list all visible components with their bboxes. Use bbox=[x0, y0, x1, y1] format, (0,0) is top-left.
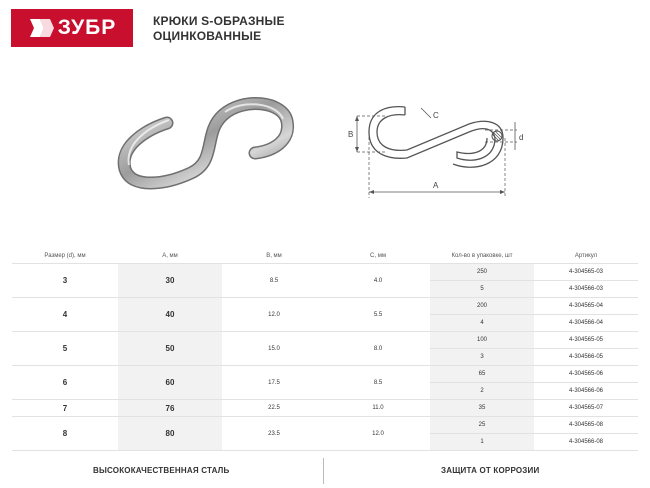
cell-a: 80 bbox=[118, 417, 222, 450]
pack-qty: 65 bbox=[478, 371, 486, 377]
feature-steel: ВЫСОКОКАЧЕСТВЕННАЯ СТАЛЬ bbox=[93, 466, 230, 475]
product-title bbox=[153, 14, 285, 44]
pack-qty: 250 bbox=[476, 269, 487, 275]
cell-c: 8.0 bbox=[373, 345, 383, 352]
pack-qty: 200 bbox=[476, 303, 487, 309]
cell-b: 22.5 bbox=[268, 405, 280, 411]
pack-qty: 2 bbox=[430, 382, 534, 399]
s-hook-photo bbox=[105, 85, 315, 210]
cell-size: 4 bbox=[62, 310, 68, 319]
cell-c: 8.5 bbox=[373, 379, 383, 386]
s-hook-technical-drawing bbox=[345, 88, 535, 213]
cell-size: 5 bbox=[62, 344, 68, 353]
table-row bbox=[12, 365, 638, 399]
dimension-b-label: B bbox=[348, 130, 354, 139]
table-row bbox=[12, 297, 638, 331]
cell-pack-qty bbox=[430, 400, 534, 416]
cell-sku bbox=[534, 332, 638, 365]
brand-logo bbox=[11, 9, 133, 47]
cell-sku bbox=[534, 366, 638, 399]
feature-corrosion: ЗАЩИТА ОТ КОРРОЗИИ bbox=[441, 466, 540, 475]
cell-a: 76 bbox=[118, 400, 222, 416]
header-pack-qty: Кол-во в упаковке, шт bbox=[451, 253, 513, 259]
brand-mark-icon bbox=[28, 15, 54, 41]
pack-qty: 35 bbox=[478, 405, 486, 411]
dimension-d-label: d bbox=[519, 133, 524, 142]
cell-size: 6 bbox=[62, 378, 68, 387]
cell-sku bbox=[534, 298, 638, 331]
pack-qty: 4 bbox=[430, 314, 534, 331]
sku: 4-304565-08 bbox=[568, 422, 604, 428]
header-b: B, мм bbox=[266, 253, 282, 259]
pack-qty: 5 bbox=[430, 280, 534, 297]
table-row bbox=[12, 416, 638, 450]
cell-a: 30 bbox=[118, 264, 222, 297]
cell-pack-qty bbox=[430, 366, 534, 399]
table-row bbox=[12, 399, 638, 416]
cell-sku bbox=[534, 264, 638, 297]
table-row bbox=[12, 263, 638, 297]
pack-qty: 1 bbox=[430, 433, 534, 450]
cell-size: 7 bbox=[62, 403, 68, 413]
footer-divider bbox=[323, 458, 324, 484]
cell-sku bbox=[534, 400, 638, 416]
product-title-line2: ОЦИНКОВАННЫЕ bbox=[153, 29, 262, 43]
pack-qty: 3 bbox=[430, 348, 534, 365]
cell-sku bbox=[534, 417, 638, 450]
cell-a: 50 bbox=[118, 332, 222, 365]
header-size: Размер (d), мм bbox=[44, 253, 86, 259]
specs-table-header bbox=[12, 249, 638, 263]
cell-pack-qty bbox=[430, 332, 534, 365]
dimension-c-label: C bbox=[433, 111, 439, 120]
cell-pack-qty bbox=[430, 417, 534, 450]
sku: 4-304565-07 bbox=[568, 405, 604, 411]
cell-b: 23.5 bbox=[268, 430, 280, 437]
cell-pack-qty bbox=[430, 264, 534, 297]
brand-name: ЗУБР bbox=[57, 16, 117, 39]
product-title-line1: КРЮКИ S-ОБРАЗНЫЕ bbox=[153, 14, 285, 28]
cell-c: 11.0 bbox=[372, 405, 384, 411]
cell-c: 5.5 bbox=[373, 311, 383, 318]
header-a: A, мм bbox=[162, 253, 178, 259]
sku: 4-304565-05 bbox=[568, 337, 604, 343]
cell-size: 3 bbox=[62, 276, 68, 285]
cell-pack-qty bbox=[430, 298, 534, 331]
cell-a: 40 bbox=[118, 298, 222, 331]
cell-size: 8 bbox=[62, 429, 68, 438]
pack-qty: 25 bbox=[478, 422, 486, 428]
cell-c: 4.0 bbox=[373, 277, 383, 284]
sku: 4-304566-05 bbox=[534, 348, 638, 365]
table-bottom-rule bbox=[12, 450, 638, 451]
sku: 4-304565-06 bbox=[568, 371, 604, 377]
table-row bbox=[12, 331, 638, 365]
cell-b: 8.5 bbox=[269, 277, 279, 284]
sku: 4-304566-04 bbox=[534, 314, 638, 331]
cell-a: 60 bbox=[118, 366, 222, 399]
cell-b: 15.0 bbox=[268, 345, 280, 352]
header-c: C, мм bbox=[370, 253, 386, 259]
sku: 4-304566-08 bbox=[534, 433, 638, 450]
cell-c: 12.0 bbox=[372, 430, 384, 437]
sku: 4-304566-03 bbox=[534, 280, 638, 297]
sku: 4-304566-06 bbox=[534, 382, 638, 399]
header-sku: Артикул bbox=[574, 253, 598, 259]
sku: 4-304565-04 bbox=[568, 303, 604, 309]
dimension-a-label: A bbox=[433, 181, 439, 190]
pack-qty: 100 bbox=[476, 337, 487, 343]
sku: 4-304565-03 bbox=[568, 269, 604, 275]
cell-b: 17.5 bbox=[268, 379, 280, 386]
specs-table bbox=[12, 249, 638, 451]
cell-b: 12.0 bbox=[268, 311, 280, 318]
